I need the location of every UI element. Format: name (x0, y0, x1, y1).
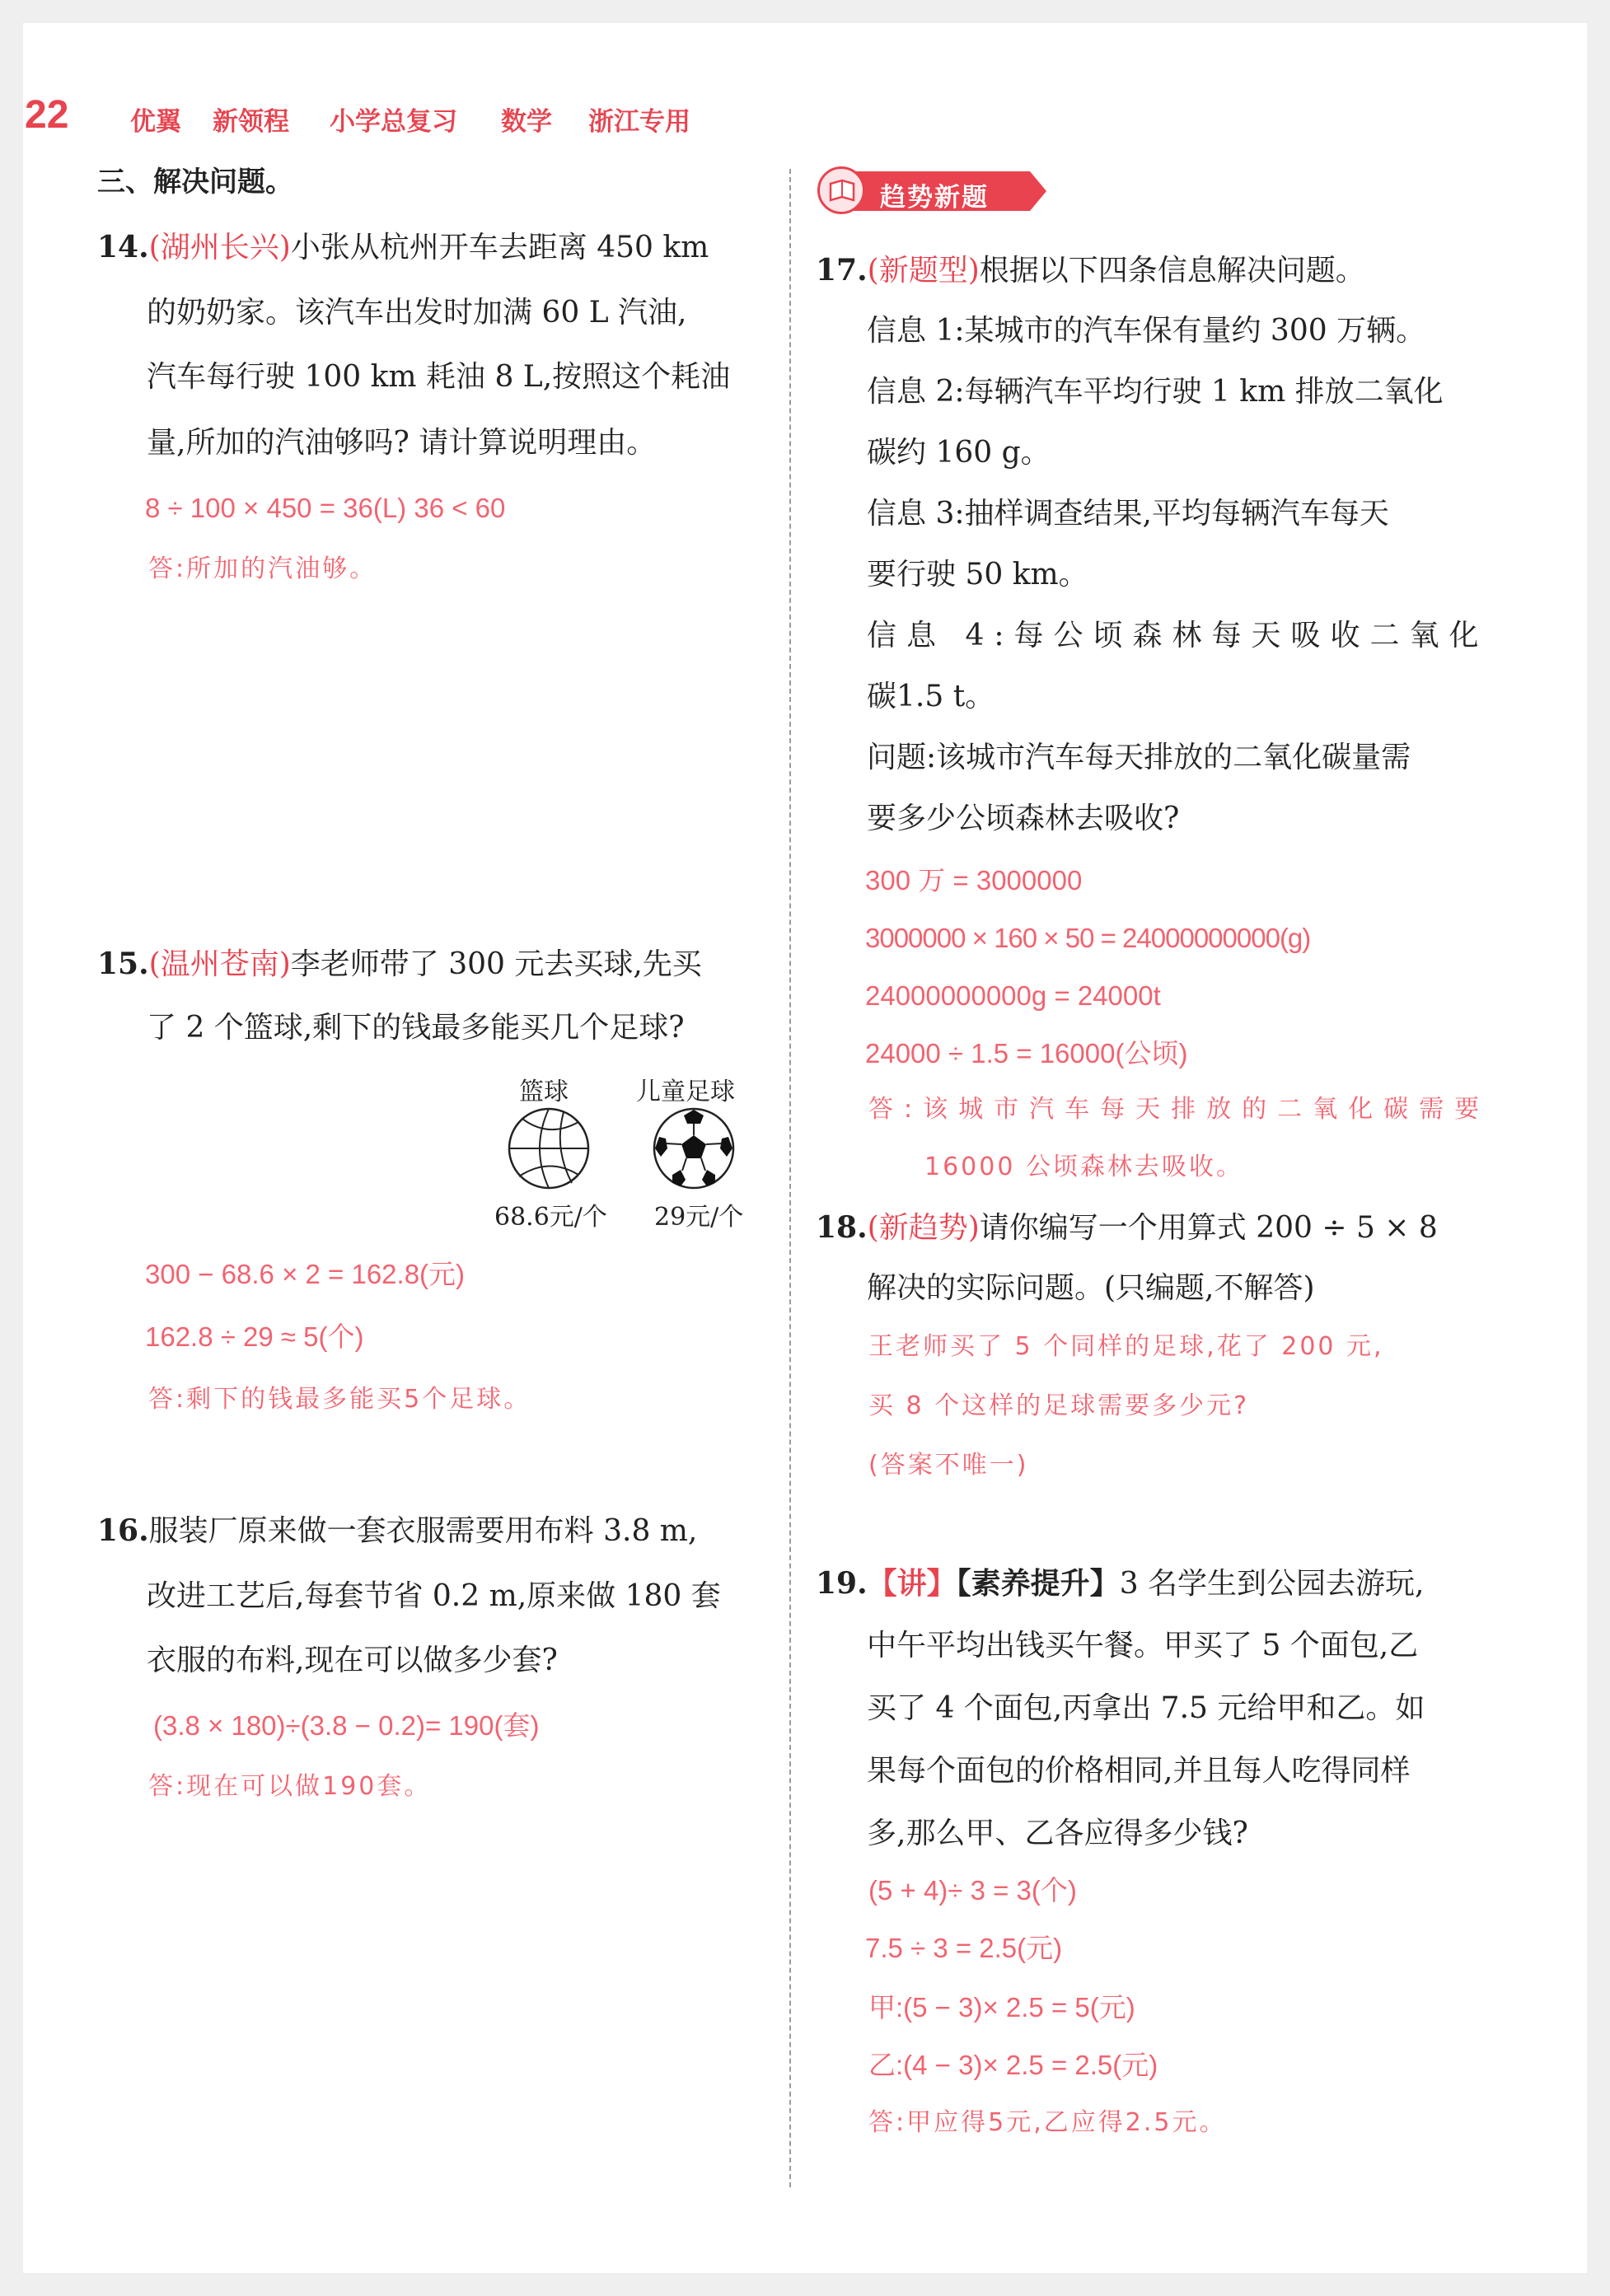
q18-number: 18 (816, 1210, 858, 1245)
basketball-label: 篮球 (519, 1078, 569, 1106)
q14-line-3: 汽车每行驶 100 km 耗油 8 L,按照这个耗油 (147, 360, 731, 394)
q16-line-1: 16.服装厂原来做一套衣服需要用布料 3.8 m, (97, 1513, 698, 1548)
q15-text-1: 李老师带了 300 元去买球,先买 (290, 947, 702, 981)
q19-answer-4: 乙:(4 − 3)× 2.5 = 2.5(元) (868, 2050, 1158, 2080)
section-title: 三、解决问题。 (97, 166, 293, 199)
q17-info-2: 信息 2:每辆汽车平均行驶 1 km 排放二氧化 (867, 375, 1444, 409)
q18-line-1: 18.(新趋势)请你编写一个用算式 200 ÷ 5 × 8 (816, 1210, 1438, 1245)
q18-text-1: 请你编写一个用算式 200 ÷ 5 × 8 (979, 1211, 1438, 1245)
q16-text-1: 服装厂原来做一套衣服需要用布料 3.8 m, (148, 1514, 698, 1548)
q15-number: 15 (97, 947, 139, 981)
q19-tag-literacy: 【素养提升】 (956, 1567, 1120, 1601)
q19-text-1: 3 名学生到公园去游玩, (1119, 1567, 1425, 1601)
q17-answer-2: 3000000 × 160 × 50 = 24000000000(g) (865, 923, 1311, 953)
q19-line-3: 买了 4 个面包,丙拿出 7.5 元给甲和乙。如 (867, 1691, 1425, 1725)
q17-info-1: 信息 1:某城市的汽车保有量约 300 万辆。 (867, 314, 1426, 348)
q16-line-3: 衣服的布料,现在可以做多少套? (147, 1644, 558, 1677)
header-brand: 优翼 (130, 107, 181, 137)
q17-info-4-cont: 碳1.5 t。 (867, 680, 995, 713)
q19-line-1: 19.【讲】【素养提升】3 名学生到公园去游玩, (816, 1566, 1425, 1601)
q15-tag: (温州苍南) (148, 947, 291, 981)
q18-tag: (新趋势) (867, 1211, 980, 1245)
q17-info-4: 信息 4:每公顷森林每天吸收二氧化 (867, 619, 1489, 652)
header-subject: 数学 (501, 107, 552, 137)
q15-answer-3: 答:剩下的钱最多能买5个足球。 (148, 1385, 531, 1414)
q19-line-2: 中午平均出钱买午餐。甲买了 5 个面包,乙 (867, 1629, 1419, 1662)
page-number: 22 (25, 93, 69, 137)
soccer-ball-price: 29元/个 (654, 1203, 744, 1232)
q17-answer-6: 16000 公顷森林去吸收。 (924, 1153, 1243, 1181)
book-icon (817, 166, 865, 214)
q17-question-cont: 要多少公顷森林去吸收? (867, 802, 1180, 835)
trend-badge (816, 165, 1063, 219)
q18-line-2: 解决的实际问题。(只编题,不解答) (867, 1271, 1315, 1305)
q19-tag-lecture: 【讲】 (867, 1567, 957, 1601)
q14-tag: (湖州长兴) (148, 231, 291, 264)
q14-answer-2: 答:所加的汽油够。 (148, 554, 377, 583)
q17-answer-3: 24000000000g = 24000t (865, 980, 1161, 1011)
q16-answer-2: 答:现在可以做190套。 (148, 1772, 432, 1801)
q17-info-2-cont: 碳约 160 g。 (867, 436, 1051, 470)
q14-line-2: 的奶奶家。该汽车出发时加满 60 L 汽油, (147, 296, 687, 330)
q19-line-4: 果每个面包的价格相同,并且每人吃得同样 (867, 1754, 1411, 1788)
basketball-price: 68.6元/个 (494, 1203, 607, 1232)
q14-answer-1: 8 ÷ 100 × 450 = 36(L) 36 < 60 (145, 493, 506, 523)
basketball-icon (506, 1106, 592, 1195)
badge-label: 趋势新题 (880, 183, 989, 213)
q18-answer-1: 王老师买了 5 个同样的足球,花了 200 元, (868, 1332, 1384, 1361)
q15-line-2: 了 2 个篮球,剩下的钱最多能买几个足球? (147, 1011, 685, 1045)
q18-answer-2: 买 8 个这样的足球需要多少元? (868, 1391, 1250, 1420)
q14-text-1: 小张从杭州开车去距离 450 km (290, 231, 709, 264)
header-series: 新领程 (213, 107, 289, 137)
q19-answer-2: 7.5 ÷ 3 = 2.5(元) (865, 1933, 1063, 1963)
q18-answer-3: (答案不唯一) (868, 1451, 1029, 1480)
q14-number: 14 (97, 230, 139, 264)
q17-question: 问题:该城市汽车每天排放的二氧化碳量需 (867, 741, 1411, 774)
q17-intro: 根据以下四条信息解决问题。 (979, 254, 1365, 288)
q14-line-1: 14.(湖州长兴)小张从杭州开车去距离 450 km (97, 230, 709, 264)
q16-answer-1: (3.8 × 180)÷(3.8 − 0.2)= 190(套) (153, 1710, 540, 1741)
q19-answer-5: 答:甲应得5元,乙应得2.5元。 (868, 2108, 1227, 2137)
soccer-ball-icon (651, 1106, 737, 1195)
q19-number: 19 (816, 1566, 858, 1601)
header-book: 小学总复习 (330, 107, 457, 137)
q17-line-intro: 17.(新题型)根据以下四条信息解决问题。 (816, 253, 1365, 288)
q17-info-3-cont: 要行驶 50 km。 (867, 558, 1088, 592)
q19-line-5: 多,那么甲、乙各应得多少钱? (867, 1817, 1248, 1850)
q16-line-2: 改进工艺后,每套节省 0.2 m,原来做 180 套 (147, 1579, 721, 1613)
q17-number: 17 (816, 253, 858, 288)
soccer-ball-label: 儿童足球 (636, 1078, 735, 1106)
q17-answer-1: 300 万 = 3000000 (865, 865, 1083, 895)
q19-answer-3: 甲:(5 − 3)× 2.5 = 5(元) (868, 1992, 1135, 2022)
q15-answer-2: 162.8 ÷ 29 ≈ 5(个) (145, 1321, 364, 1352)
column-divider (789, 169, 791, 2187)
q14-line-4: 量,所加的汽油够吗? 请计算说明理由。 (147, 426, 657, 460)
q15-line-1: 15.(温州苍南)李老师带了 300 元去买球,先买 (97, 947, 702, 981)
q15-answer-1: 300 − 68.6 × 2 = 162.8(元) (145, 1259, 466, 1289)
q17-info-3: 信息 3:抽样调查结果,平均每辆汽车每天 (867, 497, 1389, 531)
header-region: 浙江专用 (588, 107, 690, 137)
q19-answer-1: (5 + 4)÷ 3 = 3(个) (868, 1875, 1077, 1906)
q17-answer-5: 答:该城市汽车每天排放的二氧化碳需要 (868, 1095, 1491, 1124)
q16-number: 16 (97, 1513, 139, 1548)
q17-answer-4: 24000 ÷ 1.5 = 16000(公顷) (865, 1038, 1188, 1069)
q17-tag: (新题型) (867, 254, 980, 288)
